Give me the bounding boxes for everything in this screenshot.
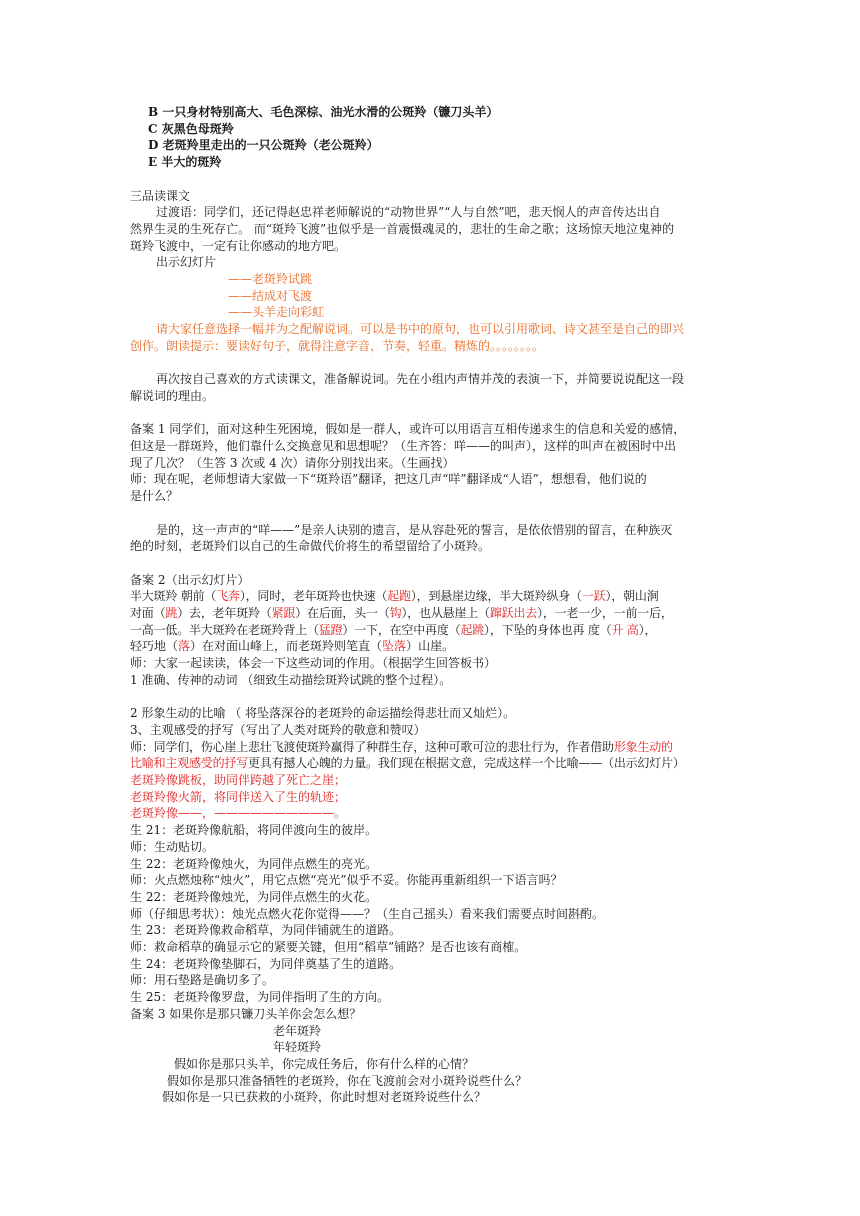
task-line: 创作。朗读提示：要读好句子，就得注意字音，节奏，轻重。精炼的。。。。。。。。 (130, 338, 545, 353)
keyword: 坠落 (382, 639, 407, 654)
dialog-line: 师（仔细思考状）：烛光点燃火花你觉得——？（生自己摇头）看来我们需要点时间斟酌。 (130, 906, 605, 921)
slide-item: ——老斑羚试跳 (228, 272, 313, 287)
keyword: 起跳 (460, 622, 485, 637)
keyword: 起跑 (387, 589, 411, 604)
dialog-line: 师：用石垫路是确切多了。 (130, 973, 275, 988)
highlight: 形象生动的 (613, 739, 673, 754)
metaphor-line: 老斑羚像跳板，助同伴跨越了死亡之崖； (130, 773, 347, 788)
teacher-line: 比喻和主观感受的抒写更具有撼人心魄的力量。我们现在根据文意，完成这样一个比喻——（出示幻灯片） (130, 756, 685, 771)
option-c: C 灰黑色母斑羚 (148, 121, 234, 136)
keyword: 紧跟 (271, 606, 296, 621)
keyword: 猛蹬 (318, 622, 343, 637)
slide-item: ——结成对飞渡 (228, 288, 313, 303)
question-line: 假如你是那只头羊，你完成任务后，你有什么样的心情？ (174, 1056, 475, 1071)
case1-paragraph: 绝的时刻，老斑羚们以自己的生命做代价将生的希望留给了小斑羚。 (130, 539, 491, 554)
intro-line: 斑羚飞渡中，一定有让你感动的地方吧。 (130, 238, 347, 253)
keyword: 跳 (165, 606, 178, 621)
question-line: 假如你是一只已获救的小斑羚，你此时想对老斑羚说些什么？ (162, 1090, 487, 1105)
case3-title: 备案 3 如果你是那只镰刀头羊你会怎么想？ (130, 1006, 362, 1021)
case1-paragraph: 是的，这一声声的“咩——”是亲人诀别的遗言，是从容赴死的誓言，是依依惜别的留言，在种族灭 (156, 522, 673, 537)
keyword: 落 (178, 639, 191, 654)
dialog-line: 生 23：老斑羚像救命稻草，为同伴铺就生的道路。 (130, 923, 402, 938)
task-line: 请大家任意选择一幅并为之配解说词。可以是书中的原句，也可以引用歌词、诗文甚至是自己的即兴 (156, 322, 685, 337)
dialog-line: 师：生动贴切。 (130, 839, 215, 854)
case1-line: 师：现在呢，老师想请大家做一下“斑羚语”翻译，把这几声“咩”翻译成“人语”，想想看，他们说的 (130, 472, 647, 487)
question-line: 假如你是那只准备牺牲的老斑羚，你在飞渡前会对小斑羚说些什么？ (167, 1073, 528, 1088)
case2-title: 备案 2（出示幻灯片） (130, 572, 250, 587)
board-point-2: 2 形象生动的比喻 （ 将坠落深谷的老斑羚的命运描绘得悲壮而又灿烂）。 (130, 706, 516, 721)
case1-line: 但这是一群斑羚，他们靠什么交换意见和思想呢？（生齐答：咩——的叫声），这样的叫声在被困时中出 (130, 439, 677, 454)
dialog-line: 师：救命稻草的确显示它的紧要关键，但用“稻草”铺路？是否也该有商榷。 (130, 940, 527, 955)
ram-label: 年轻斑羚 (273, 1040, 322, 1055)
case1-line: 现了几次？（生答 3 次或 4 次）请你分别找出来。（生画找） (130, 455, 455, 470)
option-e: E 半大的斑羚 (148, 155, 222, 170)
keyword: 一跃 (581, 589, 606, 604)
highlight: 比喻和主观感受的抒写 (130, 756, 249, 771)
section-title: 三品读课文 (130, 188, 191, 203)
keyword: 飞奔 (216, 589, 240, 604)
case2-line: 一高一低。半大斑羚在老斑羚背上（猛蹬）一下，在空中再度（起跳），下坠的身体也再 度（升 高）， (130, 622, 657, 637)
slide-label: 出示幻灯片 (156, 255, 217, 270)
reread-line: 解说词的理由。 (130, 388, 215, 403)
board-point-1: 1 准确、传神的动词 （细致生动描绘斑羚试跳的整个过程）。 (130, 672, 452, 687)
ram-label: 老年斑羚 (273, 1023, 322, 1038)
dialog-line: 师：火点燃烛称“烛火”，用它点燃“亮光”似乎不妥。你能再重新组织一下语言吗？ (130, 873, 563, 888)
dialog-line: 生 21：老斑羚像航船，将同伴渡向生的彼岸。 (130, 823, 378, 838)
case1-line: 是什么？ (130, 489, 179, 504)
case2-line: 半大斑羚 朝前（飞奔），同时，老年斑羚也快速（起跑），到悬崖边缘，半大斑羚纵身（一跃），朝山涧 (130, 589, 659, 604)
document-body (130, 104, 740, 1106)
case1-line: 备案 1 同学们，面对这种生死困境，假如是一群人，或许可以用语言互相传递求生的信息和关爱的感情， (130, 422, 686, 437)
keyword: 蹿跃出去 (489, 606, 538, 621)
dialog-line: 生 22：老斑羚像烛光，为同伴点燃生的火花。 (130, 889, 378, 904)
dialog-line: 生 22：老斑羚像烛火，为同伴点燃生的亮光。 (130, 856, 378, 871)
option-d: D 老斑羚里走出的一只公斑羚（老公斑羚） (148, 138, 379, 153)
keyword: 钩 (389, 606, 402, 621)
teacher-line: 师：同学们，伤心崖上悲壮飞渡使斑羚赢得了种群生存，这种可歌可泣的悲壮行为，作者借助形象生动的 (130, 739, 673, 754)
case2-line: 轻巧地（落）在对面山峰上，而老斑羚则笔直（坠落）山崖。 (130, 639, 455, 654)
dialog-line: 生 24：老斑羚像垫脚石，为同伴奠基了生的道路。 (130, 956, 402, 971)
intro-line: 过渡语：同学们，还记得赵忠祥老师解说的“动物世界”“人与自然”吧，悲天悯人的声音传达出自 (156, 205, 661, 220)
board-point-3: 3、主观感受的抒写（写出了人类对斑羚的敬意和赞叹） (130, 722, 426, 737)
slide-item: ——头羊走向彩虹 (228, 305, 325, 320)
metaphor-line: 老斑羚像火箭，将同伴送入了生的轨迹； (130, 789, 347, 804)
metaphor-line: 老斑羚像——，——————————。 (130, 806, 347, 821)
keyword: 升 高 (611, 622, 639, 637)
dialog-line: 生 25：老斑羚像罗盘，为同伴指明了生的方向。 (130, 990, 390, 1005)
intro-line: 然界生灵的生死存亡。 而“斑羚飞渡”也似乎是一首震慑魂灵的，悲壮的生命之歌；这场惊天地泣鬼神的 (130, 221, 675, 236)
case2-line: 对面（跳）去，老年斑羚（紧跟）在后面，头一（钩），也从悬崖上（蹿跃出去），一老一少，一前一后， (130, 606, 673, 621)
option-b: B 一只身材特别高大、毛色深棕、油光水滑的公斑羚（镰刀头羊） (148, 105, 499, 119)
reread-line: 再次按自己喜欢的方式读课文，准备解说词。先在小组内声情并茂的表演一下，并简要说说配这一段 (156, 372, 685, 387)
case2-read: 师：大家一起读读，体会一下这些动词的作用。（根据学生回答板书） (130, 656, 497, 671)
